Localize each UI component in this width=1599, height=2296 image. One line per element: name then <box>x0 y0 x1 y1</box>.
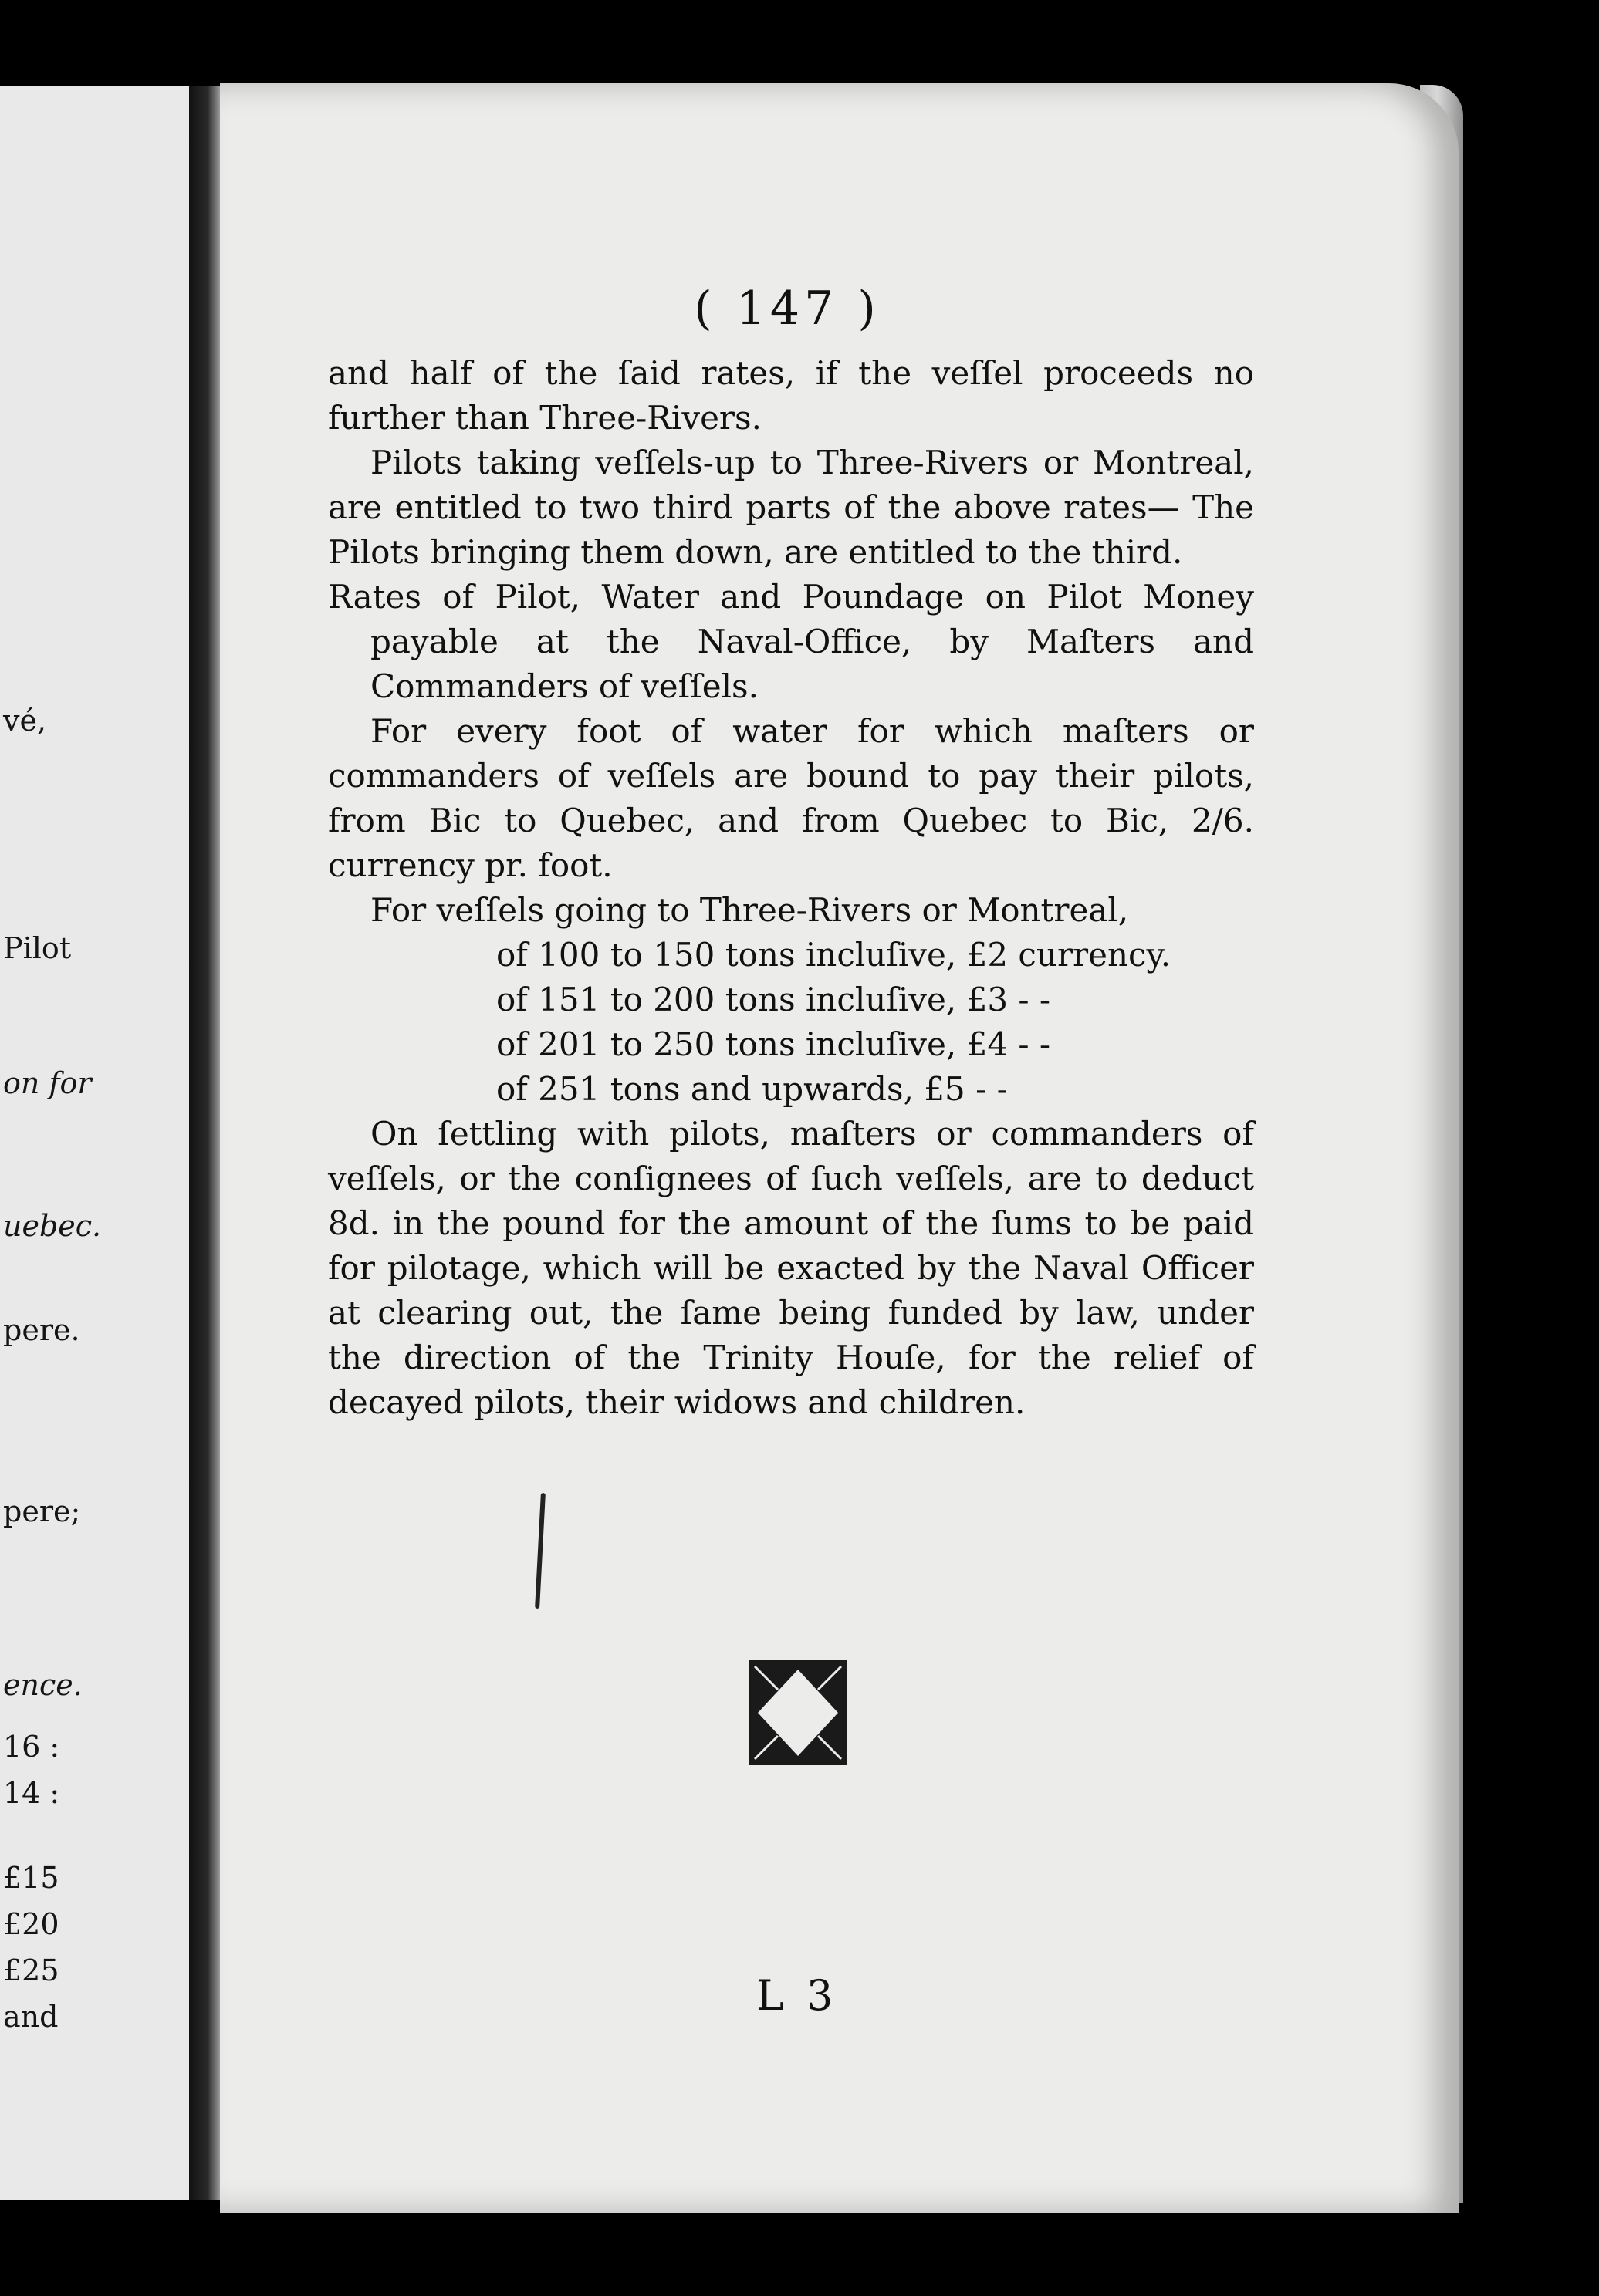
page-body <box>328 351 1254 1425</box>
left-fragment: ence. <box>3 1668 83 1702</box>
foot-water-paragraph: For every foot of water for which maſters or commanders of veſſels are bound to pay their pilots, from Bic to Quebec, and from Quebec to Bic, 2/6. currency pr. foot. <box>328 712 1254 884</box>
left-fragment: pere. <box>3 1313 80 1347</box>
rate-row: of 251 tons and upwards, £5 - - <box>496 1070 1008 1108</box>
rate-row: of 201 to 250 tons incluſive, £4 - - <box>496 1025 1051 1063</box>
left-fragment: uebec. <box>3 1209 102 1243</box>
left-fragment: and <box>3 2000 59 2034</box>
book-gutter <box>189 86 220 2200</box>
settling-paragraph: On ſettling with pilots, maſters or commanders of veſſels, or the conſignees of ſuch veſſels, are to deduct 8d. in the pound for the amount of the ſums to be paid for pilotage, which will be exacted by the Naval Officer at clearing out, the ſame being funded by law, under the direction of the Trinity Houſe, for the relief of decayed pilots, their widows and children. <box>328 1115 1254 1421</box>
left-fragment: pere; <box>3 1494 81 1528</box>
pilots-paragraph: Pilots taking veſſels-up to Three-Rivers or Montreal, are entitled to two third parts of the above rates— The Pilots bringing them down, are entitled to the third. <box>328 444 1254 571</box>
rates-list <box>328 933 1254 1112</box>
rates-heading: Rates of Pilot, Water and Poundage on Pilot Money payable at the Naval-Office, by Maſters and Commanders of veſſels. <box>328 578 1254 705</box>
printers-ornament <box>747 1659 849 1767</box>
left-fragment: 14 : <box>3 1776 60 1810</box>
continuation-paragraph: and half of the ſaid rates, if the veſſel proceeds no further than Three-Rivers. <box>328 354 1254 437</box>
signature-mark: L 3 <box>756 1971 838 2020</box>
rate-row: of 151 to 200 tons incluſive, £3 - - <box>496 981 1051 1018</box>
left-fragment: on for <box>3 1066 92 1100</box>
left-fragment: Pilot <box>3 931 72 965</box>
left-fragment: £20 <box>3 1907 59 1941</box>
left-page-strip <box>0 86 203 2200</box>
left-fragment: £25 <box>3 1953 59 1987</box>
vessels-intro: For veſſels going to Three-Rivers or Montreal, <box>370 891 1129 929</box>
rate-row: of 100 to 150 tons incluſive, £2 currency. <box>496 936 1171 974</box>
page-number: ( 147 ) <box>694 282 881 336</box>
left-fragment: 16 : <box>3 1730 60 1764</box>
left-fragment: £15 <box>3 1861 59 1895</box>
left-fragment: vé, <box>3 704 47 738</box>
